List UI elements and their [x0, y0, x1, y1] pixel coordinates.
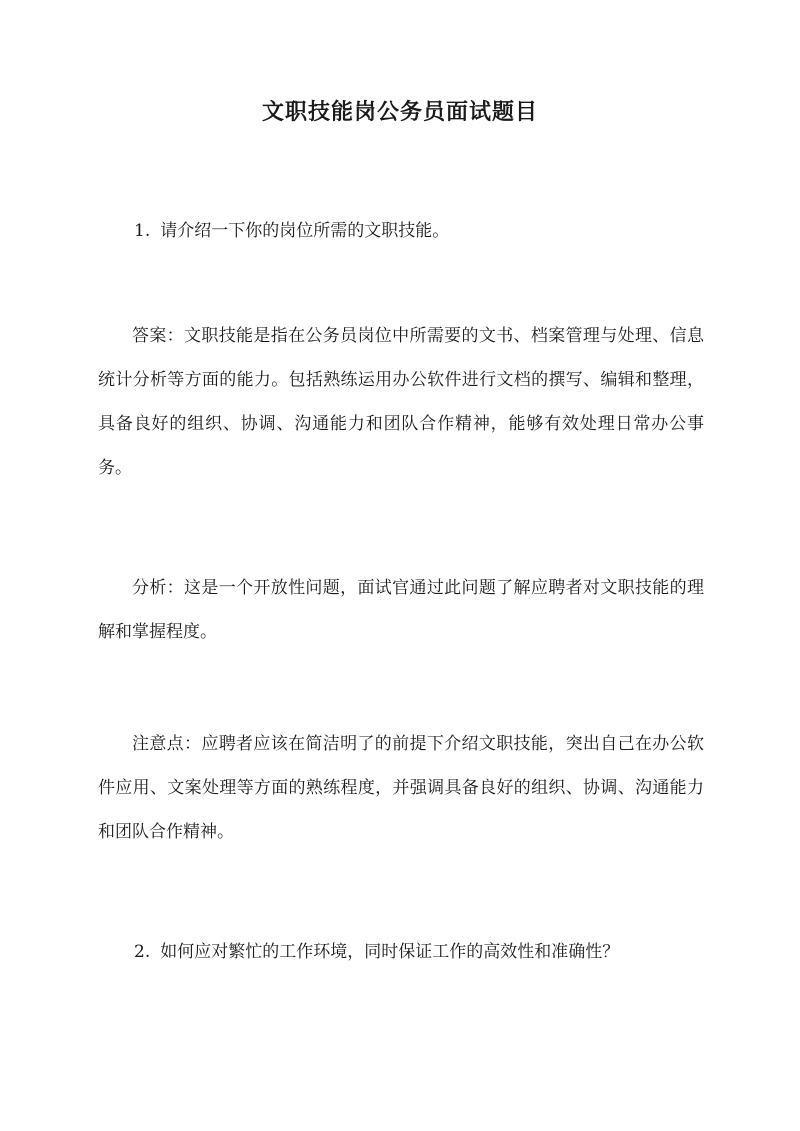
- question-number: 2.: [134, 942, 151, 962]
- question-text: 如何应对繁忙的工作环境，同时保证工作的高效性和准确性？: [160, 942, 620, 962]
- question-2: [134, 936, 714, 968]
- question-1: [134, 215, 714, 247]
- document-title: 文职技能岗公务员面试题目: [261, 99, 538, 125]
- question-text: 请介绍一下你的岗位所需的文职技能。: [160, 221, 450, 241]
- question-number: 1.: [134, 221, 151, 241]
- answer-paragraph: 答案：文职技能是指在公务员岗位中所需要的文书、档案管理与处理、信息统计分析等方面的能力。包括熟练运用办公软件进行文档的撰写、编辑和整理，具备良好的组织、协调、沟通能力和团队合作精神，能够有效处理日常办公事务。: [98, 326, 704, 478]
- analysis-paragraph: 分析：这是一个开放性问题，面试官通过此问题了解应聘者对文职技能的理解和掌握程度。: [98, 578, 704, 642]
- notes-paragraph: 注意点：应聘者应该在简洁明了的前提下介绍文职技能，突出自己在办公软件应用、文案处理等方面的熟练程度，并强调具备良好的组织、协调、沟通能力和团队合作精神。: [98, 734, 704, 842]
